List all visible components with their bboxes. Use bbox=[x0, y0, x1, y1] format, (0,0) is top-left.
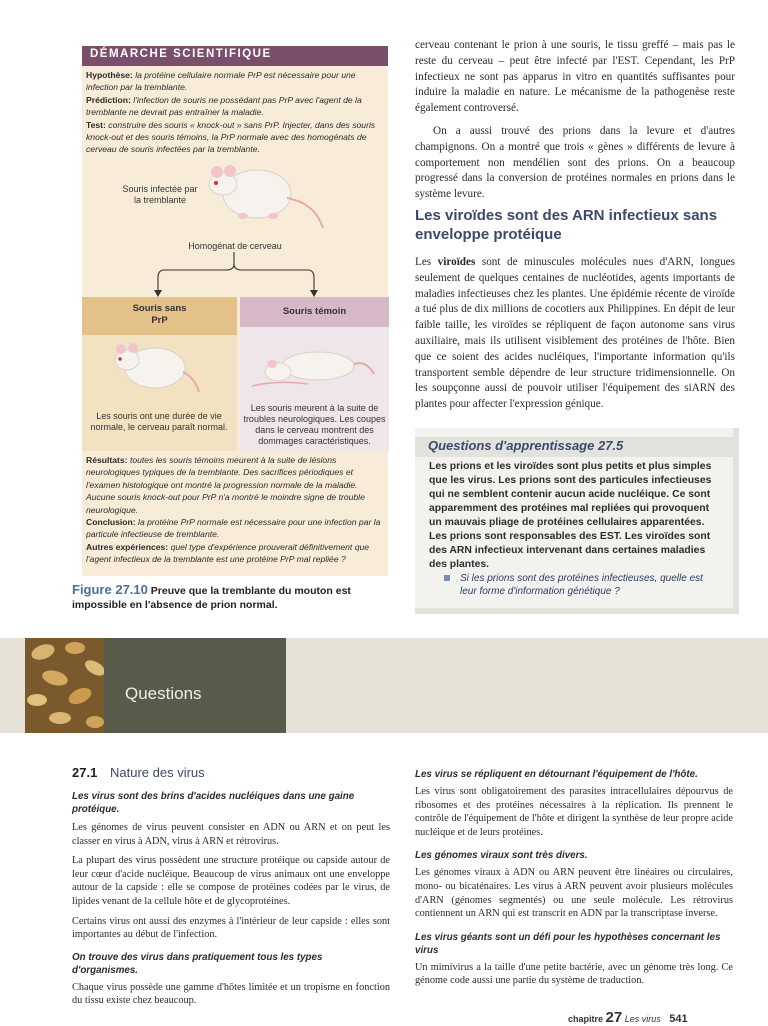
infected-mouse-illustration bbox=[195, 158, 330, 238]
lower-right-p1: Les virus sont obligatoirement des parasites intracellulaires dépourvus de ribosomes et des protéines nécessaires à la réplication. Ils prennent le contrôle de l'équipement de l'hôte et dirigent la synthèse de leur propre acide nucléique et de leurs protéines. bbox=[415, 786, 733, 838]
hypothesis-block bbox=[86, 69, 382, 156]
lower-right-p3: Un mimivirus a la taille d'une petite bactérie, avec un génome très long. Ce génome code aussi une partie du système de traduction. bbox=[415, 961, 733, 987]
footer-chapter-number: 27 bbox=[605, 1009, 623, 1026]
learning-question: Si les prions sont des protéines infectieuses, quelle est leur forme d'information génétique ? bbox=[460, 573, 703, 597]
para3-start: Les bbox=[415, 256, 438, 268]
lower-left-p1: Les génomes de virus peuvent consister en ADN ou ARN et on peut les classer en virus à ADN, virus à ARN et rétrovirus. bbox=[72, 822, 390, 847]
test-text: construire des souris « knock-out » sans PrP. Injecter, dans des souris knock-out et des souris témoins, la PrP normale avec des homogénats de cerveau de souris infectées par la tremblante. bbox=[86, 119, 376, 155]
results-label: Résultats: bbox=[86, 455, 128, 465]
learning-questions-title: Questions d'apprentissage 27.5 bbox=[428, 438, 624, 453]
control-panel-header bbox=[240, 297, 389, 327]
lower-left-heading-2: On trouve des virus dans pratiquement tous les types d'organismes. bbox=[72, 951, 323, 976]
learning-questions-body: Les prions et les viroïdes sont plus petits et plus simples que les virus. Les prions sont des particules infectieuses qui ne semblent contenir aucun acide nucléique. Ce sont apparemment des protéines mal repliées qui provoquent un mauvais pliage de protéines cellulaires apparentées. Les prions sont responsables des EST. Les viroïdes sont des ARN infectieux intervenant dans certaines maladies des plantes. bbox=[429, 461, 712, 570]
lower-right-p2: Les génomes viraux à ADN ou ARN peuvent être linéaires ou circulaires, mono- ou bicaténaires. Les virus à ARN peuvent avoir plusieurs molécules d'ARN (génomes segmentés) ou une seule molécule. Les rétrovirus contiennent un ARN qui est transcrit en ADN par la transcriptase inverse. bbox=[415, 867, 733, 920]
figure-caption-text: Preuve que la tremblante du mouton est impossible en l'absence de prion normal. bbox=[72, 585, 351, 611]
homogenate-label: Homogénat de cerveau bbox=[188, 241, 282, 251]
page-number: 541 bbox=[669, 1013, 688, 1025]
conclusion-text: la protéine PrP normale est nécessaire pour une infection par la particule infectieuse de tremblante. bbox=[86, 517, 381, 540]
lower-left-p2: La plupart des virus possèdent une structure protéique ou capside autour de leur cœur d'acide nucléique. Beaucoup de virus animaux ont une enveloppe autour de la capside : elle se compose de protéines codées par le virus, de lipides venant de la cellule hôte et de glycoprotéines. bbox=[72, 855, 390, 907]
right-paragraph-2: On a aussi trouvé des prions dans la levure et d'autres champignons. On a montré que trois « gènes » différents de levure à comportement non mendélien sont des prions. On a beaucoup progressé dans la conversion de protéines normales en prions dans le système levure. bbox=[415, 125, 735, 201]
questions-banner-title: Questions bbox=[125, 684, 202, 703]
prediction-text: l'infection de souris ne possédant pas PrP avec l'agent de la tremblante ne devrait pas entraîner la maladie. bbox=[86, 94, 362, 118]
other-experiments-label: Autres expériences: bbox=[86, 541, 169, 552]
hypothesis-text: la protéine cellulaire normale PrP est nécessaire pour une infection par la tremblante. bbox=[86, 70, 356, 93]
test-label: Test: bbox=[86, 119, 106, 130]
footer-chapter-label: chapitre bbox=[568, 1014, 604, 1024]
prediction-label: Prédiction: bbox=[86, 94, 131, 105]
figure-number: Figure 27.10 bbox=[72, 582, 148, 597]
viroids-term: viroïdes bbox=[437, 256, 476, 268]
lower-right-column bbox=[415, 768, 733, 988]
no-prp-panel-header bbox=[82, 297, 237, 335]
footer-chapter-name: Les virus bbox=[624, 1014, 661, 1024]
branch-arrows bbox=[150, 250, 330, 298]
results-block bbox=[86, 454, 382, 566]
no-prp-result: Les souris ont une durée de vie normale, le cerveau paraît normal. bbox=[90, 411, 228, 432]
hypothesis-label: Hypothèse: bbox=[86, 70, 133, 80]
question-bullet bbox=[444, 575, 450, 581]
lower-left-column bbox=[72, 790, 390, 1008]
section-title-nature: Nature des virus bbox=[110, 765, 205, 780]
lower-right-heading-2: Les génomes viraux sont très divers. bbox=[415, 850, 588, 862]
sick-mouse-illustration bbox=[248, 340, 378, 395]
control-result: Les souris meurent à la suite de troubles neurologiques. Les coupes dans le cerveau montrent des dommages caractéristiques. bbox=[243, 403, 386, 446]
section-number: 27.1 bbox=[72, 765, 98, 780]
lower-left-p4: Chaque virus possède une gamme d'hôtes limitée et un tropisme en fonction du tissu existe chez beaucoup. bbox=[72, 981, 390, 1007]
no-prp-title: Souris sans PrP bbox=[132, 303, 187, 326]
conclusion-label: Conclusion: bbox=[86, 517, 136, 528]
scientific-method-header bbox=[82, 46, 388, 66]
lower-left-p3: Certains virus ont aussi des enzymes à l'intérieur de leur capside : elles sont importantes au début de l'infection. bbox=[72, 915, 390, 941]
lower-right-heading-1: Les virus se répliquent en détournant l'équipement de l'hôte. bbox=[415, 769, 698, 780]
right-paragraph-1: cerveau contenant le prion à une souris, le tissu greffé – mais pas le reste du cerveau – peut être infecté par l'EST. Cependant, les PrP infectieux ne sont pas apparus in vitro en quantités suffisantes pour induire la maladie en nature. Le mécanisme de la pathogenèse reste également controversé. bbox=[415, 39, 735, 115]
lower-right-heading-3: Les virus géants sont un défi pour les hypothèses concernant les virus bbox=[415, 931, 721, 956]
para3-rest: sont de minuscules molécules nues d'ARN, longues seulement de quelques centaines de nucléotides, agents importants de maladies infectieuses chez les plantes. Une épidémie récente de viroïde a tué plus de dix millions de cocotiers aux Philippines. En dépit de leur faible taille, les viroïdes se répliquent de façon autonome sans virus auxiliaire, mais ils utilisent visiblement des protéines de l'hôte. Bien que ce soient des acides nucléiques, l'importante information qu'ils transportent semble dépendre de leur structure tridimensionnelle. On les soupçonne aussi de pouvoir utiliser l'équipement des siARN des plantes pour affecter l'expression génique. bbox=[415, 256, 735, 411]
figure-caption bbox=[72, 583, 372, 612]
section-title-viroids: Les viroïdes sont des ARN infectieux sans enveloppe protéique bbox=[415, 207, 718, 243]
scientific-method-title: DÉMARCHE SCIENTIFIQUE bbox=[90, 48, 272, 60]
other-experiments-text: quel type d'expérience prouverait définitivement que l'agent infectieux de la tremblante est une protéine PrP mal repliée ? bbox=[86, 541, 370, 565]
virus-micrograph-image bbox=[25, 638, 107, 733]
control-title: Souris témoin bbox=[282, 306, 347, 317]
page-footer bbox=[568, 1009, 688, 1026]
infected-mouse-label: Souris infectée par la tremblante bbox=[122, 184, 198, 205]
healthy-mouse-illustration bbox=[103, 338, 203, 396]
right-paragraph-3 bbox=[415, 255, 735, 413]
results-text: toutes les souris témoins meurent à la suite de lésions neurologiques typiques de la tremblante. Des sacrifices périodiques et l'examen histologique ont montré la progression normale de la maladie. Aucune souris knock-out pour PrP n'a montré le moindre signe de trouble neurologique. bbox=[86, 455, 365, 515]
lower-left-heading-1: Les virus sont des brins d'acides nucléiques dans une gaine protéique. bbox=[72, 791, 355, 815]
